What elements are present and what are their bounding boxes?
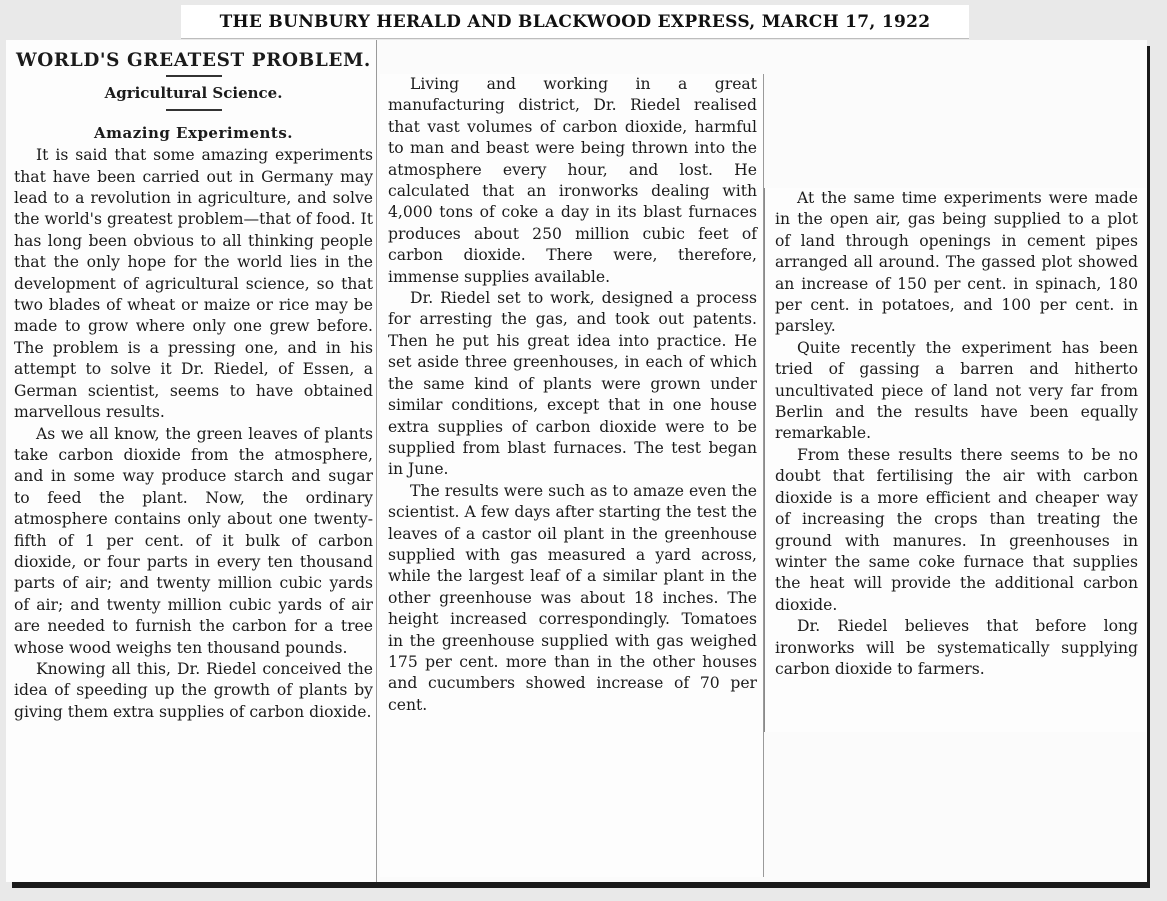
article-subheading: Amazing Experiments. xyxy=(94,123,293,142)
article-headline: WORLD'S GREATEST PROBLEM. xyxy=(16,50,371,71)
article-column-2 xyxy=(380,74,764,877)
section-heading: Agricultural Science. xyxy=(104,84,283,103)
paragraph: From these results there seems to be no doubt that fertilising the air with carbon dioxide is a more efficient and cheaper way of increasing the crops than treating the ground with manures. In greenhouses in winter the same coke furnace that supplies the heat will provide the additional carbon dioxide. xyxy=(775,445,1138,614)
paragraph: Living and working in a great manufacturing district, Dr. Riedel realised that vast volumes of carbon dioxide, harmful to man and beast were being thrown into the atmosphere every hour, and lost. He calculated that an ironworks dealing with 4,000 tons of coke a day in its blast furnaces produces about 250 million cubic feet of carbon dioxide. There were, therefore, immense supplies available. xyxy=(388,75,757,286)
paragraph: As we all know, the green leaves of plants take carbon dioxide from the atmosphere, and in some way produce starch and sugar to feed the plant. Now, the ordinary atmosphere contains only about one twenty-fifth of 1 per cent. of it bulk of carbon dioxide, or four parts in every ten thousand parts of air; and twenty million cubic yards of air; and twenty million cubic yards of air are needed to furnish the carbon for a tree whose wood weighs ten thousand pounds. xyxy=(14,424,373,657)
article-column-3 xyxy=(764,188,1146,732)
headline-rule xyxy=(166,75,222,77)
newspaper-masthead: THE BUNBURY HERALD AND BLACKWOOD EXPRESS, MARCH 17, 1922 xyxy=(181,5,969,39)
paragraph: Knowing all this, Dr. Riedel conceived the idea of speeding up the growth of plants by giving them extra supplies of carbon dioxide. xyxy=(14,659,373,721)
section-rule xyxy=(166,109,222,111)
paragraph: Dr. Riedel believes that before long ironworks will be systematically supplying carbon dioxide to farmers. xyxy=(775,617,1138,678)
paragraph: It is said that some amazing experiments that have been carried out in Germany may lead to a revolution in agriculture, and solve the world's greatest problem—that of food. It has long been obvious to all thinking people that the only hope for the world lies in the development of agricultural science, so that two blades of wheat or maize or rice may be made to grow where only one grew before. The problem is a pressing one, and in his attempt to solve it Dr. Riedel, of Essen, a German scientist, seems to have obtained marvellous results. xyxy=(14,146,373,422)
paragraph: The results were such as to amaze even the scientist. A few days after starting the test the leaves of a castor oil plant in the greenhouse supplied with gas measured a yard across, while the largest leaf of a similar plant in the other greenhouse was about 18 inches. The height increased correspondingly. Tomatoes in the greenhouse supplied with gas weighed 175 per cent. more than in the other houses and cucumbers showed increase of 70 per cent. xyxy=(388,481,757,714)
paragraph: Quite recently the experiment has been tried of gassing a barren and hitherto uncultivated piece of land not very far from Berlin and the results have been equally remarkable. xyxy=(775,338,1138,443)
paragraph: Dr. Riedel set to work, designed a process for arresting the gas, and took out patents. Then he put his great idea into practice. He set aside three greenhouses, in each of which the same kind of plants were grown under similar conditions, except that in one house extra supplies of carbon dioxide were to be supplied from blast furnaces. The test began in June. xyxy=(388,289,757,479)
paragraph: At the same time experiments were made in the open air, gas being supplied to a plot of land through openings in cement pipes arranged all around. The gassed plot showed an increase of 150 per cent. in spinach, 180 per cent. in potatoes, and 100 per cent. in parsley. xyxy=(775,189,1138,336)
newspaper-clipping xyxy=(6,40,1147,882)
article-column-1 xyxy=(6,40,377,882)
